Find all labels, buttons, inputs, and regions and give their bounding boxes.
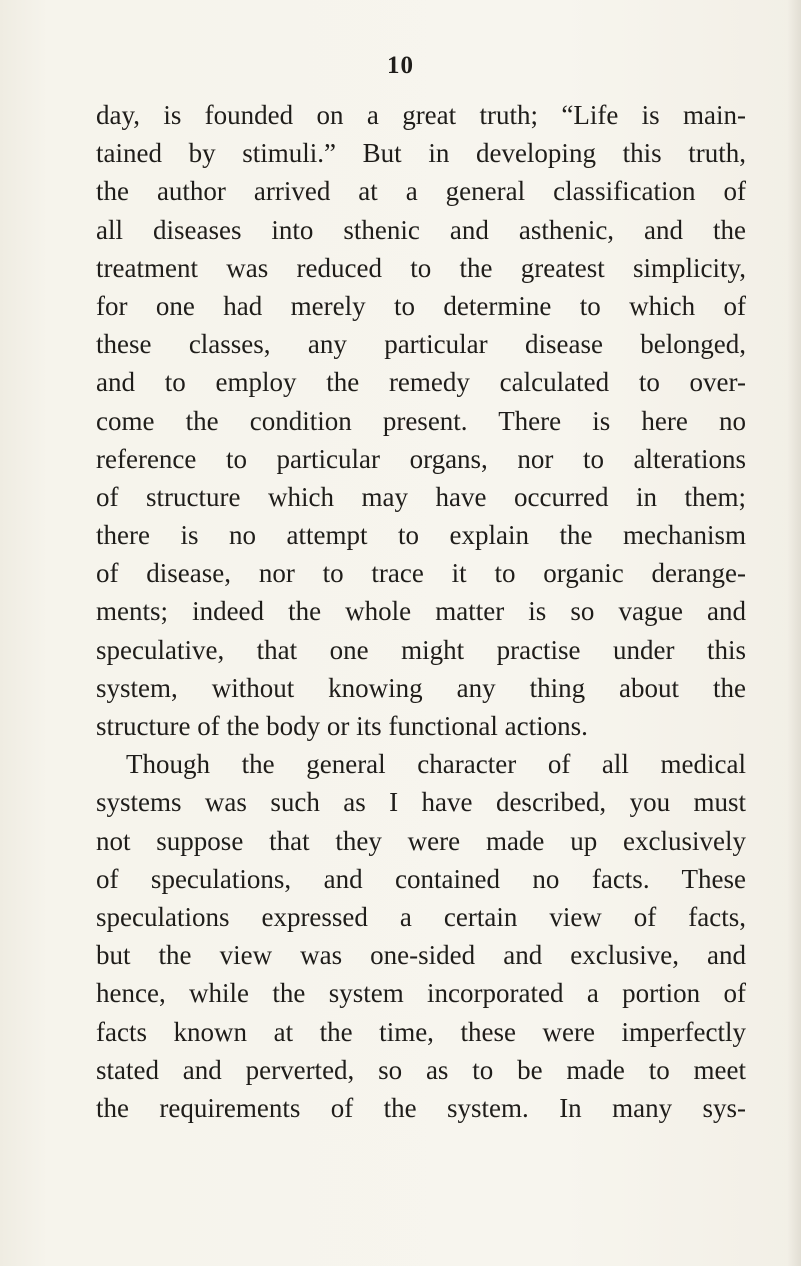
text-line: speculative, that one might practise under this <box>96 634 746 665</box>
text-line: there is no attempt to explain the mechanism <box>96 520 746 551</box>
text-line: facts known at the time, these were imperfectly <box>96 1016 746 1047</box>
text-line: system, without knowing any thing about the <box>96 672 746 703</box>
text-line: treatment was reduced to the greatest simplicity, <box>96 252 746 283</box>
text-line: all diseases into sthenic and asthenic, and the <box>96 214 746 245</box>
page-edge-shadow <box>787 0 801 1266</box>
text-line: ments; indeed the whole matter is so vague and <box>96 596 746 627</box>
body-text <box>96 96 746 1127</box>
text-line: systems was such as I have described, you must <box>96 787 746 818</box>
text-line: of disease, nor to trace it to organic derange- <box>96 558 746 589</box>
text-line: and to employ the remedy calculated to over- <box>96 367 746 398</box>
text-line: but the view was one-sided and exclusive, and <box>96 940 746 971</box>
text-line: the requirements of the system. In many sys- <box>96 1092 746 1123</box>
text-line: not suppose that they were made up exclusively <box>96 825 746 856</box>
text-line: for one had merely to determine to which of <box>96 290 746 321</box>
text-line: come the condition present. There is here no <box>96 405 746 436</box>
text-line: structure of the body or its functional actions. <box>96 711 588 741</box>
page-number: 10 <box>387 52 414 79</box>
text-line: Though the general character of all medical <box>126 749 746 780</box>
text-line: speculations expressed a certain view of facts, <box>96 901 746 932</box>
text-line: of speculations, and contained no facts. These <box>96 863 746 894</box>
text-line: day, is founded on a great truth; “Life is main- <box>96 100 746 130</box>
text-line: reference to particular organs, nor to alterations <box>96 443 746 474</box>
text-line: the author arrived at a general classification of <box>96 176 746 207</box>
text-line: hence, while the system incorporated a portion of <box>96 978 746 1009</box>
text-line: stated and perverted, so as to be made to meet <box>96 1054 746 1085</box>
text-line: these classes, any particular disease belonged, <box>96 329 746 360</box>
text-line: tained by stimuli.” But in developing this truth, <box>96 138 746 169</box>
text-line: of structure which may have occurred in them; <box>96 481 746 512</box>
